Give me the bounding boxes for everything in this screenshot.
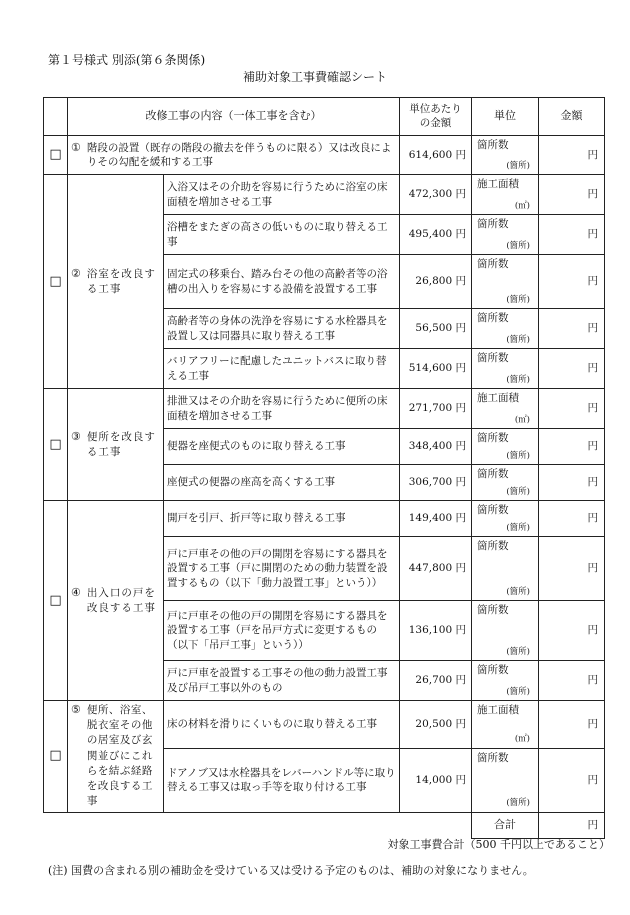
group-5-label [68,701,164,813]
amount-cell[interactable]: 円 [539,429,605,465]
unit-cell[interactable] [472,501,539,537]
unit-label: 箇所数 [477,540,509,552]
unit-label: 施工面積 [477,392,519,404]
amount-cell[interactable]: 円 [539,136,605,175]
unit-label: 箇所数 [477,258,509,270]
unit-cell[interactable] [472,748,539,812]
cost-table [43,97,605,839]
work-description: 戸に戸車を設置する工事その他の動力設置工事及び吊戸工事以外のもの [164,661,400,701]
unit-cell[interactable] [472,309,539,349]
unit-label: 箇所数 [477,468,509,480]
unit-cell[interactable] [472,255,539,309]
group-label: 便所、浴室、脱衣室その他の居室及び玄関並びにこれらを結ぶ経路を改良する工事 [86,704,153,808]
header-unit: 単位 [472,98,539,136]
table-row [44,701,605,749]
total-spacer [44,812,472,838]
unit-label: 箇所数 [477,139,509,151]
header-amount: 金額 [539,98,605,136]
table-row [44,175,605,215]
checkbox[interactable]: □ [44,501,68,701]
work-description: 戸に戸車その他の戸の開閉を容易にする器具を設置する工事（戸を吊戸方式に変更するもの（以下「吊戸工事」という）） [164,601,400,661]
amount-cell[interactable]: 円 [539,255,605,309]
checkbox[interactable]: □ [44,389,68,501]
unit-sub: (箇所) [506,160,530,171]
amount-cell[interactable]: 円 [539,175,605,215]
unit-sub: (箇所) [506,522,530,533]
work-description: 高齢者等の身体の洗浄を容易にする水栓器具を設置し又は同器具に取り替える工事 [164,309,400,349]
unit-price: 614,600 円 [400,136,472,175]
unit-cell[interactable] [472,389,539,429]
unit-label: 箇所数 [477,218,509,230]
work-description: 階段の設置（既存の階段の撤去を伴うものに限る）又は改良によりその勾配を緩和する工事 [86,141,392,168]
group-number: ③ [71,430,81,444]
unit-label: 施工面積 [477,178,519,190]
form-number: 第１号様式 別添(第６条関係) [48,53,206,67]
amount-cell[interactable]: 円 [539,701,605,749]
table-row [44,501,605,537]
unit-sub: (箇所) [506,798,530,809]
unit-sub: (箇所) [506,334,530,345]
header-unit-price: 単位あたり の金額 [400,98,472,136]
unit-cell[interactable] [472,601,539,661]
checkbox[interactable]: □ [44,701,68,813]
unit-cell[interactable] [472,465,539,501]
total-row [44,812,605,838]
amount-cell[interactable]: 円 [539,501,605,537]
amount-cell[interactable]: 円 [539,601,605,661]
unit-sub: (箇所) [506,294,530,305]
unit-label: 施工面積 [477,704,519,716]
footnote: (注) 国費の含まれる別の補助金を受けている又は受ける予定のものは、補助の対象になりません。 [48,864,534,877]
unit-cell[interactable] [472,175,539,215]
group-number: ⑤ [71,703,81,716]
table-row [44,389,605,429]
group-label: 出入口の戸を改良する工事 [86,587,156,614]
work-description: 開戸を引戸、折戸等に取り替える工事 [164,501,400,537]
unit-cell[interactable] [472,349,539,389]
work-description: 固定式の移乗台、踏み台その他の高齢者等の浴槽の出入りを容易にする設備を設置する工事 [164,255,400,309]
unit-sub: (㎡) [514,200,530,211]
header-content: 改修工事の内容（一体工事を含む） [68,98,400,136]
amount-cell[interactable]: 円 [539,748,605,812]
total-amount[interactable]: 円 [539,812,605,838]
unit-price: 149,400 円 [400,501,472,537]
amount-cell[interactable]: 円 [539,537,605,601]
checkbox[interactable]: □ [44,175,68,389]
unit-price: 306,700 円 [400,465,472,501]
work-description: 座便式の便器の座高を高くする工事 [164,465,400,501]
unit-label: 箇所数 [477,352,509,364]
unit-label: 箇所数 [477,432,509,444]
unit-price: 20,500 円 [400,701,472,749]
table-header-row [44,98,605,136]
unit-price: 136,100 円 [400,601,472,661]
checkbox[interactable]: □ [44,136,68,175]
group-number: ④ [71,586,81,600]
unit-price: 26,700 円 [400,661,472,701]
unit-sub: (箇所) [506,486,530,497]
unit-label: 箇所数 [477,312,509,324]
document-title: 補助対象工事費確認シート [242,70,387,84]
group-number: ② [71,267,81,281]
unit-price: 514,600 円 [400,349,472,389]
group-number: ① [71,140,81,154]
amount-cell[interactable]: 円 [539,309,605,349]
unit-label: 箇所数 [477,504,509,516]
unit-sub: (㎡) [514,414,530,425]
total-label: 合計 [472,812,539,838]
group-label: 便所を改良する工事 [86,431,156,458]
unit-sub: (箇所) [506,450,530,461]
group-2-label [68,175,164,389]
unit-price: 14,000 円 [400,748,472,812]
work-description: 戸に戸車その他の戸の開閉を容易にする器具を設置する工事（戸に開閉のための動力装置を設置するもの（以下「動力設置工事」という）） [164,537,400,601]
amount-cell[interactable]: 円 [539,215,605,255]
unit-cell[interactable] [472,429,539,465]
unit-label: 箇所数 [477,604,509,616]
unit-cell[interactable] [472,215,539,255]
unit-price: 495,400 円 [400,215,472,255]
work-description: 入浴又はその介助を容易に行うために浴室の床面積を増加させる工事 [164,175,400,215]
unit-sub: (箇所) [506,586,530,597]
unit-price: 26,800 円 [400,255,472,309]
unit-sub: (箇所) [506,686,530,697]
header-empty-cell [44,98,68,136]
amount-cell[interactable]: 円 [539,661,605,701]
group-4-label [68,501,164,701]
total-note: 対象工事費合計（500 千円以上であること） [387,838,610,851]
unit-cell[interactable] [472,537,539,601]
unit-price: 447,800 円 [400,537,472,601]
group-1-label [68,136,400,175]
work-description: ドアノブ又は水栓器具をレバーハンドル等に取り替える工事又は取っ手等を取り付ける工事 [164,748,400,812]
work-description: 浴槽をまたぎの高さの低いものに取り替える工事 [164,215,400,255]
unit-label: 箇所数 [477,664,509,676]
amount-cell[interactable]: 円 [539,349,605,389]
unit-price: 472,300 円 [400,175,472,215]
unit-cell[interactable] [472,701,539,749]
work-description: 床の材料を滑りにくいものに取り替える工事 [164,701,400,749]
unit-sub: (箇所) [506,646,530,657]
amount-cell[interactable]: 円 [539,389,605,429]
unit-price: 271,700 円 [400,389,472,429]
unit-price: 348,400 円 [400,429,472,465]
unit-sub: (㎡) [514,734,530,745]
work-description: バリアフリーに配慮したユニットバスに取り替える工事 [164,349,400,389]
unit-cell[interactable] [472,661,539,701]
unit-cell[interactable] [472,136,539,175]
group-3-label [68,389,164,501]
table-row [44,136,605,175]
unit-price: 56,500 円 [400,309,472,349]
amount-cell[interactable]: 円 [539,465,605,501]
unit-sub: (箇所) [506,374,530,385]
unit-label: 箇所数 [477,751,509,764]
work-description: 排泄又はその介助を容易に行うために便所の床面積を増加させる工事 [164,389,400,429]
unit-sub: (箇所) [506,240,530,251]
group-label: 浴室を改良する工事 [86,268,156,295]
work-description: 便器を座便式のものに取り替える工事 [164,429,400,465]
